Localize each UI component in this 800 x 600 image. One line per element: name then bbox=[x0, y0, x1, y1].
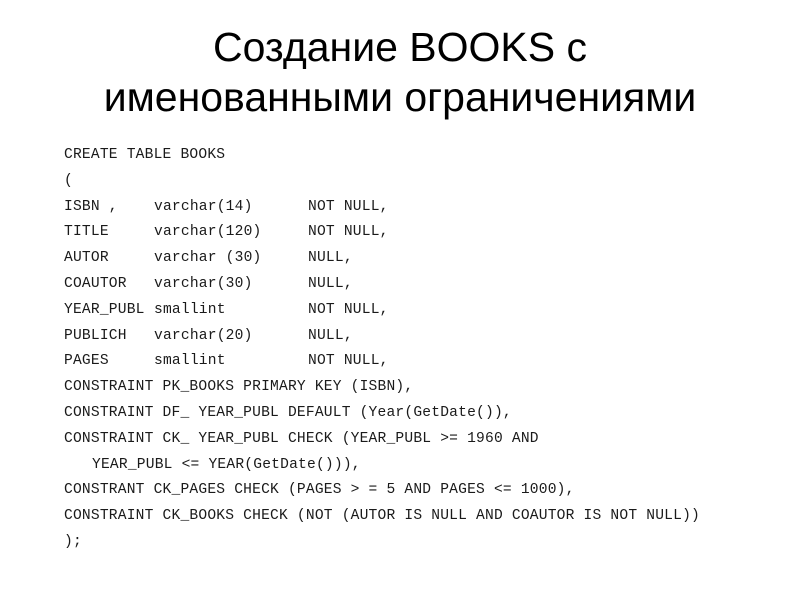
column-type: varchar(30) bbox=[154, 275, 253, 292]
column-name: TITLE bbox=[64, 224, 109, 241]
column-definition bbox=[64, 195, 784, 221]
column-type: smallint bbox=[154, 301, 226, 318]
column-definition bbox=[64, 246, 784, 272]
column-type: varchar(120) bbox=[154, 224, 262, 241]
column-definition bbox=[64, 272, 784, 298]
column-name: COAUTOR bbox=[64, 275, 127, 292]
column-constraint: NOT NULL, bbox=[308, 224, 389, 241]
column-definition bbox=[64, 349, 784, 375]
column-name: YEAR_PUBL bbox=[64, 301, 145, 318]
column-definition bbox=[64, 298, 784, 324]
constraint-primary-key: CONSTRAINT PK_BOOKS PRIMARY KEY (ISBN), bbox=[64, 379, 414, 396]
column-constraint: NULL, bbox=[308, 275, 353, 292]
code-line-close: ); bbox=[64, 533, 82, 550]
column-type: smallint bbox=[154, 353, 226, 370]
code-line-open-paren: ( bbox=[64, 172, 73, 189]
slide-title-line-2: именованными ограничениями bbox=[103, 74, 697, 120]
column-name: PUBLICH bbox=[64, 327, 127, 344]
slide-title-line-1: Создание BOOKS с bbox=[212, 24, 588, 70]
sql-code-block bbox=[64, 143, 784, 556]
column-name: ISBN , bbox=[64, 198, 118, 215]
column-constraint: NULL, bbox=[308, 250, 353, 267]
column-constraint: NOT NULL, bbox=[308, 198, 389, 215]
constraint-check-year: CONSTRAINT CK_ YEAR_PUBL CHECK (YEAR_PUBL >= 1960 AND bbox=[64, 430, 539, 447]
constraint-check-year-continuation: YEAR_PUBL <= YEAR(GetDate())), bbox=[92, 456, 361, 473]
column-type: varchar (30) bbox=[154, 250, 262, 267]
slide-title bbox=[0, 22, 800, 122]
constraint-check-books: CONSTRAINT CK_BOOKS CHECK (NOT (AUTOR IS NULL AND COAUTOR IS NOT NULL)) bbox=[64, 508, 700, 525]
column-name: PAGES bbox=[64, 353, 109, 370]
constraint-check-pages: CONSTRANT CK_PAGES CHECK (PAGES > = 5 AND PAGES <= 1000), bbox=[64, 482, 575, 499]
code-line-create-table: CREATE TABLE BOOKS bbox=[64, 147, 226, 163]
column-constraint: NULL, bbox=[308, 327, 353, 344]
column-definition bbox=[64, 220, 784, 246]
constraint-default: CONSTRAINT DF_ YEAR_PUBL DEFAULT (Year(GetDate()), bbox=[64, 404, 512, 421]
column-constraint: NOT NULL, bbox=[308, 301, 389, 318]
column-type: varchar(20) bbox=[154, 327, 253, 344]
column-type: varchar(14) bbox=[154, 198, 253, 215]
column-constraint: NOT NULL, bbox=[308, 353, 389, 370]
column-name: AUTOR bbox=[64, 250, 109, 267]
column-definition bbox=[64, 324, 784, 350]
